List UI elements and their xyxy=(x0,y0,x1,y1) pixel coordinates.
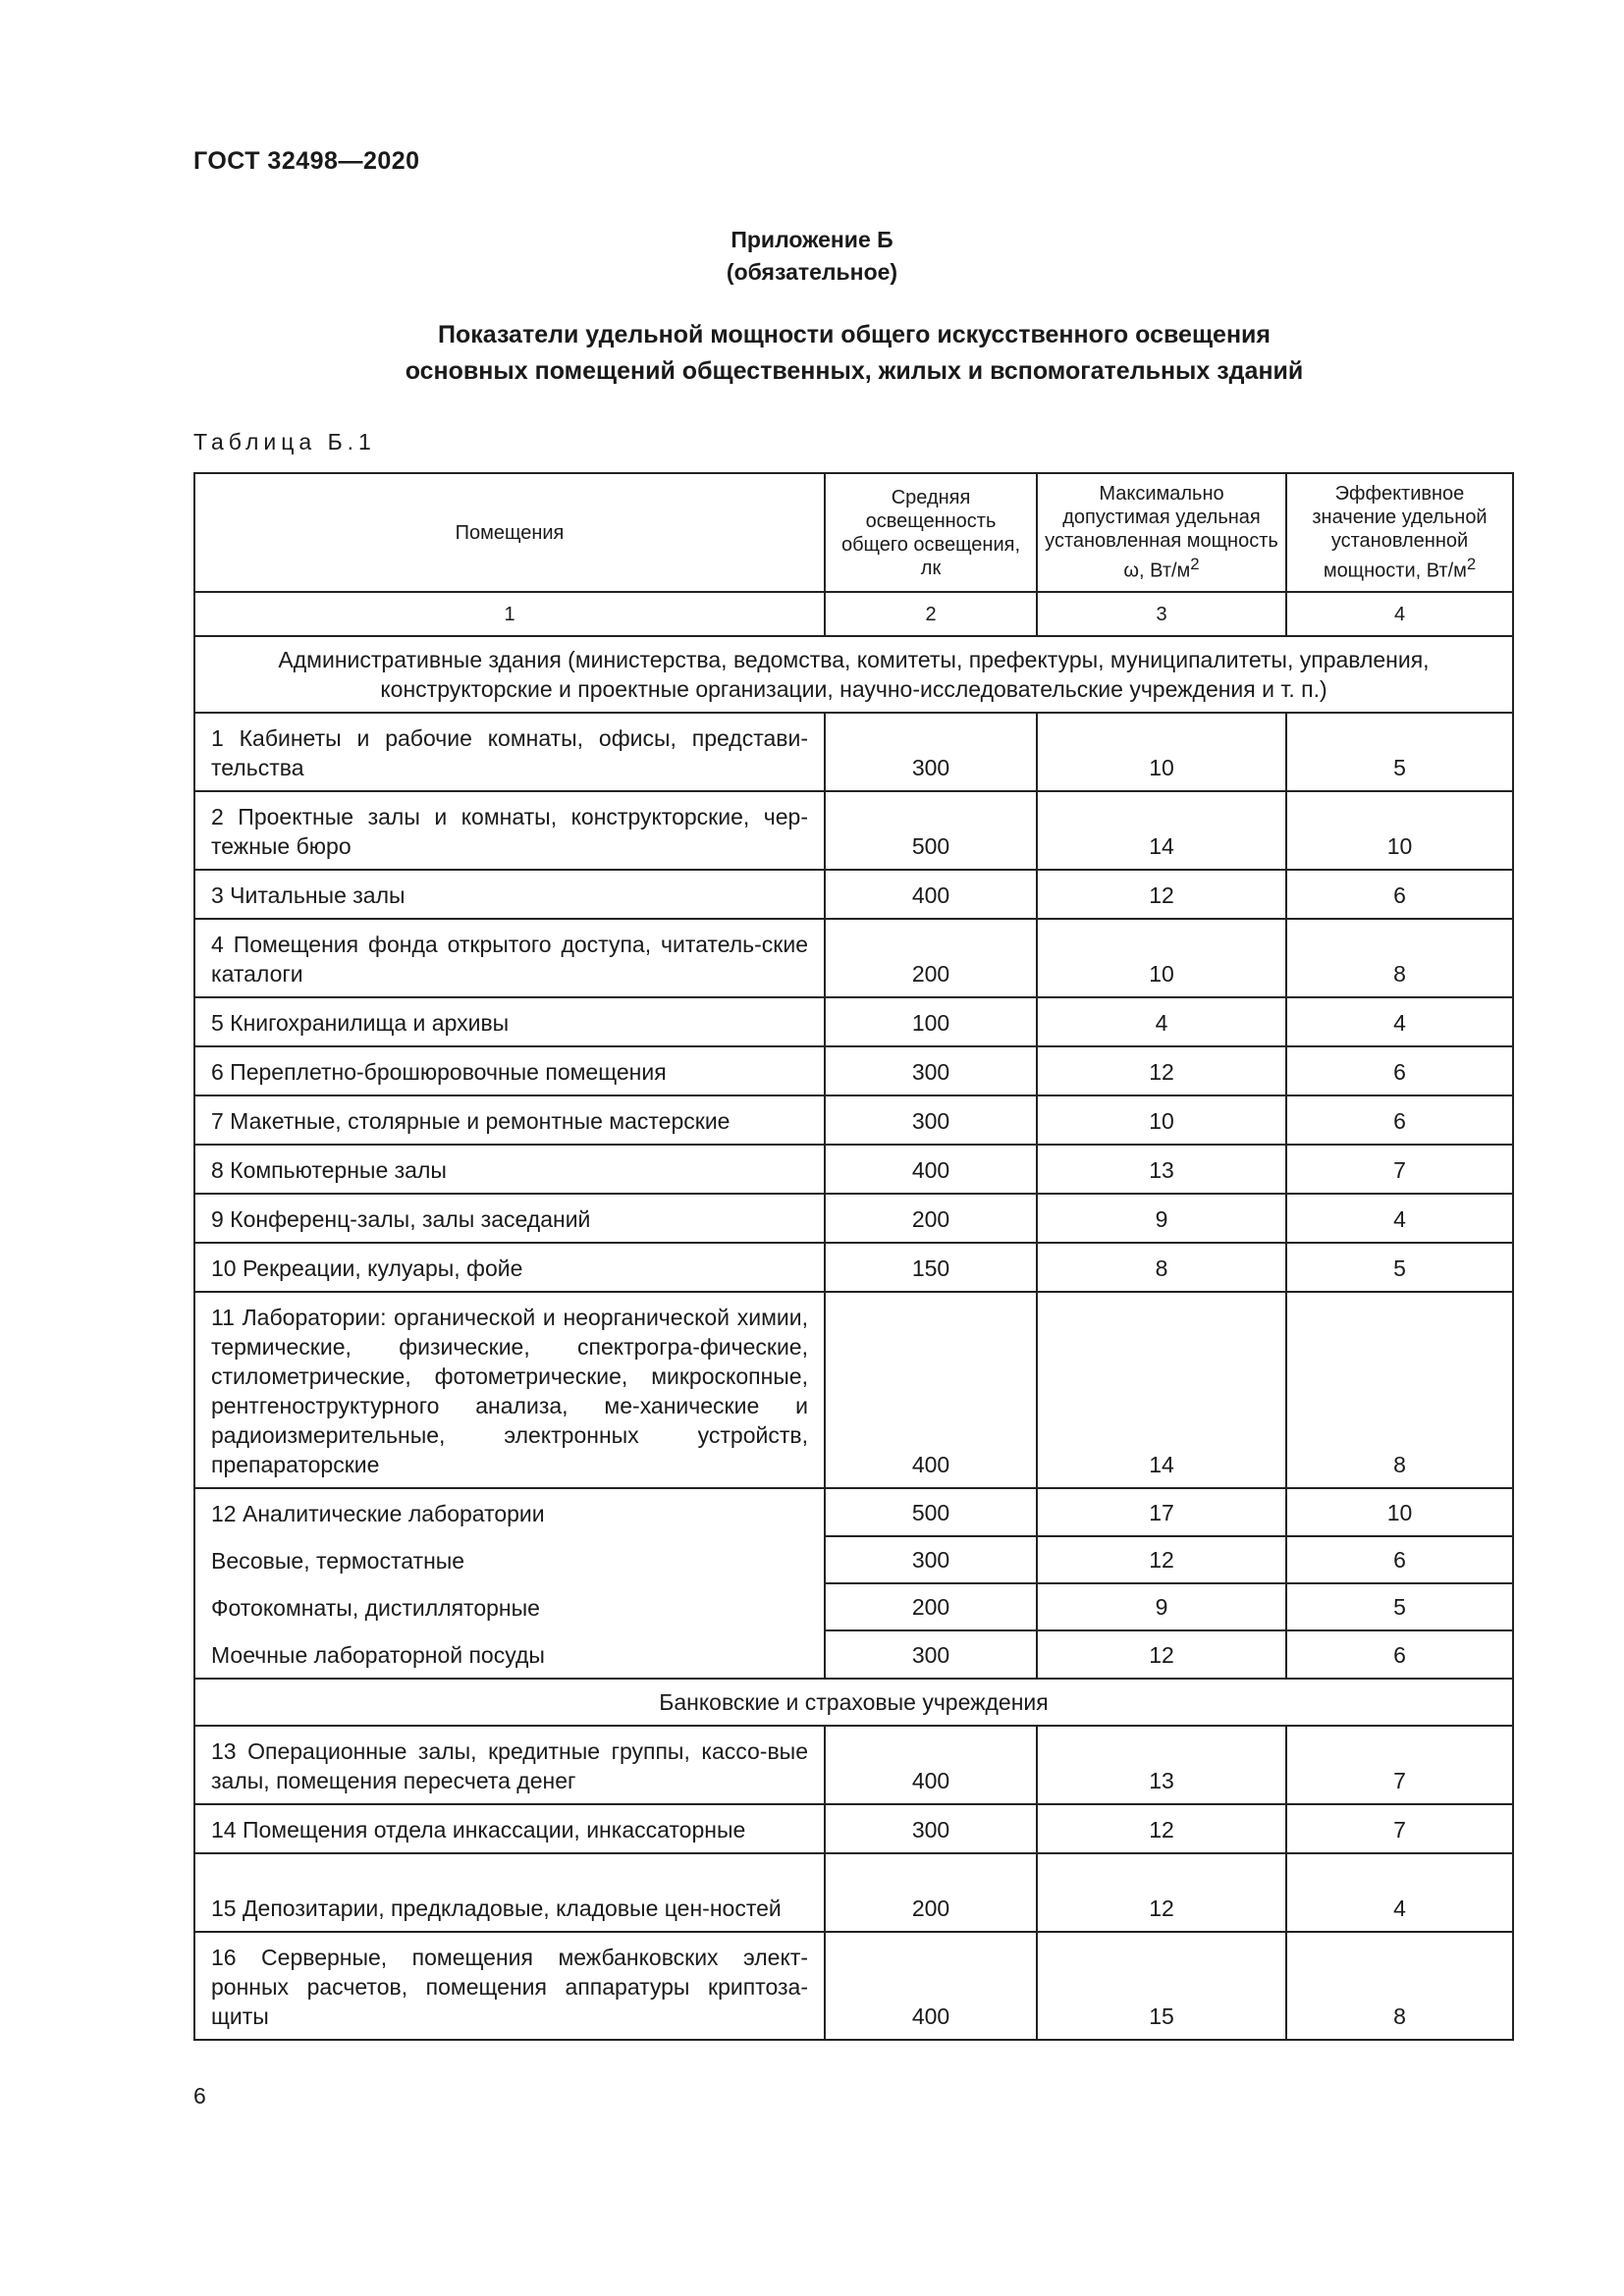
table-row xyxy=(194,1145,1513,1194)
appendix-title: Приложение Б xyxy=(731,227,893,252)
table-row xyxy=(194,919,1513,997)
header-rooms: Помещения xyxy=(194,473,825,592)
effective-power-value: 5 xyxy=(1286,1583,1513,1630)
room-name: 5 Книгохранилища и архивы xyxy=(194,997,825,1046)
appendix-type: (обязательное) xyxy=(726,259,898,285)
max-power-value: 14 xyxy=(1037,791,1286,870)
section-row xyxy=(194,636,1513,713)
room-name: 14 Помещения отдела инкассации, инкассаторные xyxy=(194,1804,825,1853)
max-power-value: 4 xyxy=(1037,997,1286,1046)
illuminance-value: 400 xyxy=(825,1292,1037,1488)
room-name: 6 Переплетно-брошюровочные помещения xyxy=(194,1046,825,1095)
heading-line-1: Показатели удельной мощности общего искусственного освещения xyxy=(437,321,1271,348)
illuminance-value: 200 xyxy=(825,1583,1037,1630)
illuminance-value: 300 xyxy=(825,1536,1037,1583)
document-code: ГОСТ 32498—2020 xyxy=(193,147,420,175)
room-name: 3 Читальные залы xyxy=(194,870,825,919)
illuminance-value: 150 xyxy=(825,1243,1037,1292)
room-name: 16 Серверные, помещения межбанковских элект-ронных расчетов, помещения аппаратуры криптоза-щиты xyxy=(194,1932,825,2040)
illuminance-value: 400 xyxy=(825,870,1037,919)
effective-power-value: 8 xyxy=(1286,1292,1513,1488)
header-illuminance: Средняя освещенность общего освещения, лк xyxy=(825,473,1037,592)
max-power-value: 10 xyxy=(1037,713,1286,791)
table-row xyxy=(194,1046,1513,1095)
heading-line-2: основных помещений общественных, жилых и вспомогательных зданий xyxy=(405,357,1304,385)
table-heading xyxy=(0,317,1624,390)
max-power-value: 15 xyxy=(1037,1932,1286,2040)
section-row xyxy=(194,1679,1513,1726)
table-row xyxy=(194,1630,1513,1679)
table-row xyxy=(194,1095,1513,1145)
effective-power-value: 4 xyxy=(1286,997,1513,1046)
max-power-value: 12 xyxy=(1037,1046,1286,1095)
max-power-value: 10 xyxy=(1037,919,1286,997)
room-name: 15 Депозитарии, предкладовые, кладовые цен-ностей xyxy=(194,1853,825,1932)
effective-power-value: 8 xyxy=(1286,919,1513,997)
room-name: 13 Операционные залы, кредитные группы, кассо-вые залы, помещения пересчета денег xyxy=(194,1726,825,1804)
table-row xyxy=(194,1488,1513,1536)
max-power-value: 8 xyxy=(1037,1243,1286,1292)
max-power-value: 13 xyxy=(1037,1145,1286,1194)
table-row xyxy=(194,1726,1513,1804)
max-power-value: 12 xyxy=(1037,1630,1286,1679)
table-row xyxy=(194,1853,1513,1932)
effective-power-value: 6 xyxy=(1286,1630,1513,1679)
header-max-power-sup: 2 xyxy=(1190,555,1200,574)
room-name: Фотокомнаты, дистилляторные xyxy=(194,1583,825,1630)
effective-power-value: 7 xyxy=(1286,1145,1513,1194)
room-name: 2 Проектные залы и комнаты, конструкторские, чер-тежные бюро xyxy=(194,791,825,870)
max-power-value: 9 xyxy=(1037,1194,1286,1243)
table-row xyxy=(194,1932,1513,2040)
max-power-value: 12 xyxy=(1037,1536,1286,1583)
illuminance-value: 300 xyxy=(825,1046,1037,1095)
column-number: 2 xyxy=(825,592,1037,636)
table-row xyxy=(194,870,1513,919)
effective-power-value: 10 xyxy=(1286,1488,1513,1536)
section-bank: Банковские и страховые учреждения xyxy=(194,1679,1513,1726)
appendix-header xyxy=(0,224,1624,289)
illuminance-value: 400 xyxy=(825,1145,1037,1194)
table-row xyxy=(194,1804,1513,1853)
room-name: 4 Помещения фонда открытого доступа, читатель-ские каталоги xyxy=(194,919,825,997)
illuminance-value: 300 xyxy=(825,713,1037,791)
header-effective-power-text: Эффективное значение удельной установленной мощности, Вт/м xyxy=(1312,483,1488,582)
room-name: 1 Кабинеты и рабочие комнаты, офисы, представи-тельства xyxy=(194,713,825,791)
column-number-row xyxy=(194,592,1513,636)
table-row xyxy=(194,791,1513,870)
table-row xyxy=(194,1292,1513,1488)
illuminance-value: 500 xyxy=(825,1488,1037,1536)
illuminance-value: 200 xyxy=(825,1853,1037,1932)
effective-power-value: 10 xyxy=(1286,791,1513,870)
effective-power-value: 4 xyxy=(1286,1194,1513,1243)
table-row xyxy=(194,713,1513,791)
effective-power-value: 7 xyxy=(1286,1804,1513,1853)
illuminance-value: 100 xyxy=(825,997,1037,1046)
effective-power-value: 6 xyxy=(1286,1046,1513,1095)
illuminance-value: 300 xyxy=(825,1630,1037,1679)
table-row xyxy=(194,997,1513,1046)
header-effective-power-sup: 2 xyxy=(1466,555,1477,574)
power-density-table xyxy=(193,472,1514,2041)
table-row xyxy=(194,1243,1513,1292)
section-admin: Административные здания (министерства, ведомства, комитеты, префектуры, муниципалитеты, управления, конструкторские и проектные организации, научно-исследовательские учреждения и т. п.) xyxy=(194,636,1513,713)
table-label: Таблица Б.1 xyxy=(193,429,376,454)
effective-power-value: 6 xyxy=(1286,870,1513,919)
effective-power-value: 6 xyxy=(1286,1536,1513,1583)
table-row xyxy=(194,1536,1513,1583)
column-number: 3 xyxy=(1037,592,1286,636)
header-row xyxy=(194,473,1513,592)
room-name: 11 Лаборатории: органической и неорганической химии, термические, физические, спектрогра-фические, стилометрические, фотометрические, микроскопные, рентгеноструктурного анализа, ме-ханические и радиоизмерительные, электронных устройств, препараторские xyxy=(194,1292,825,1488)
header-max-power-text: Максимально допустимая удельная установленная мощность ω, Вт/м xyxy=(1045,483,1278,582)
illuminance-value: 200 xyxy=(825,919,1037,997)
table-row xyxy=(194,1583,1513,1630)
room-name: 12 Аналитические лаборатории xyxy=(194,1488,825,1536)
column-number: 4 xyxy=(1286,592,1513,636)
effective-power-value: 7 xyxy=(1286,1726,1513,1804)
header-effective-power xyxy=(1286,473,1513,592)
table-row xyxy=(194,1194,1513,1243)
effective-power-value: 8 xyxy=(1286,1932,1513,2040)
page-number: 6 xyxy=(193,2083,206,2109)
room-name: 8 Компьютерные залы xyxy=(194,1145,825,1194)
illuminance-value: 300 xyxy=(825,1095,1037,1145)
room-name: Моечные лабораторной посуды xyxy=(194,1630,825,1679)
room-name: 7 Макетные, столярные и ремонтные мастерские xyxy=(194,1095,825,1145)
max-power-value: 12 xyxy=(1037,870,1286,919)
illuminance-value: 400 xyxy=(825,1932,1037,2040)
max-power-value: 12 xyxy=(1037,1804,1286,1853)
max-power-value: 12 xyxy=(1037,1853,1286,1932)
max-power-value: 17 xyxy=(1037,1488,1286,1536)
room-name: Весовые, термостатные xyxy=(194,1536,825,1583)
max-power-value: 10 xyxy=(1037,1095,1286,1145)
effective-power-value: 6 xyxy=(1286,1095,1513,1145)
effective-power-value: 4 xyxy=(1286,1853,1513,1932)
illuminance-value: 400 xyxy=(825,1726,1037,1804)
effective-power-value: 5 xyxy=(1286,1243,1513,1292)
illuminance-value: 300 xyxy=(825,1804,1037,1853)
max-power-value: 9 xyxy=(1037,1583,1286,1630)
room-name: 10 Рекреации, кулуары, фойе xyxy=(194,1243,825,1292)
illuminance-value: 200 xyxy=(825,1194,1037,1243)
illuminance-value: 500 xyxy=(825,791,1037,870)
column-number: 1 xyxy=(194,592,825,636)
room-name: 9 Конференц-залы, залы заседаний xyxy=(194,1194,825,1243)
max-power-value: 13 xyxy=(1037,1726,1286,1804)
max-power-value: 14 xyxy=(1037,1292,1286,1488)
effective-power-value: 5 xyxy=(1286,713,1513,791)
header-max-power xyxy=(1037,473,1286,592)
